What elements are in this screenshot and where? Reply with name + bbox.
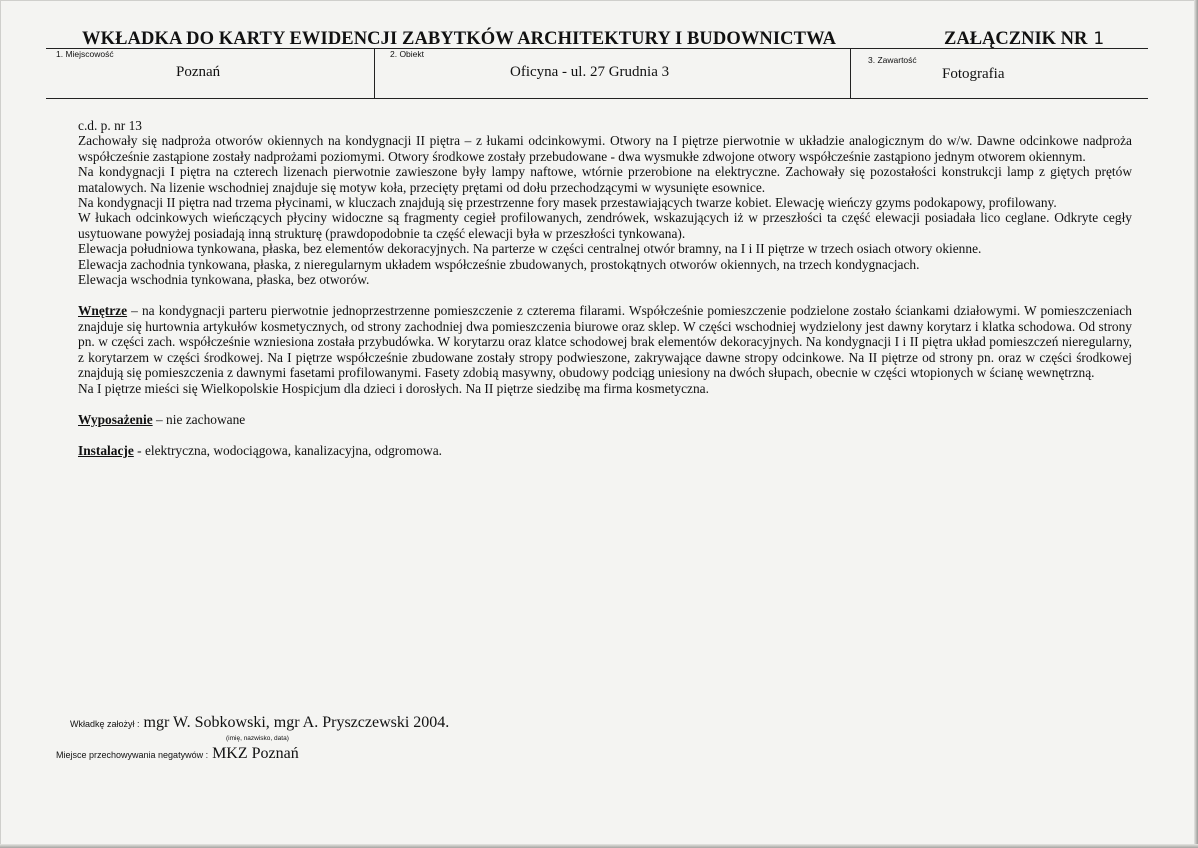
facade-paragraph: Zachowały się nadproża otworów okiennych na kondygnacji II piętra – z łukami odcinkowymi. Otwory na I piętrze pierwotnie w układzie analogicznym do w/w. Dawne odcinkowe nadproża współcześnie zastąpione zostały nadprożami poziomymi. Otwory środkowe zostały przebudowane - dwa wysmukłe zdwojone otwory współcześnie zastąpiono jednym otworem okiennym. xyxy=(78,133,1132,164)
field-divider-1 xyxy=(374,48,375,98)
equipment-text: – nie zachowane xyxy=(152,411,246,427)
locality-label: 1. Miejscowość xyxy=(56,49,114,59)
spacer xyxy=(78,287,1132,303)
continuation-note: c.d. p. nr 13 xyxy=(78,118,142,133)
facade-paragraph: Elewacja zachodnia tynkowana, płaska, z nieregularnym układem współcześnie zbudowanych, prostokątnych otworów okiennych, na trzech kondygnacjach. xyxy=(78,256,920,272)
installations-section xyxy=(78,443,1132,458)
storage-row xyxy=(56,745,299,763)
content-label: 3. Zawartość xyxy=(868,55,917,65)
spacer xyxy=(78,396,1132,412)
interior-usage: Na I piętrze mieści się Wielkopolskie Hospicjum dla dzieci i dorosłych. Na II piętrze siedzibę ma firma kosmetyczna. xyxy=(78,380,709,396)
facade-paragraph: Elewacja wschodnia tynkowana, płaska, bez otworów. xyxy=(78,272,370,288)
object-value: Oficyna - ul. 27 Grudnia 3 xyxy=(510,64,670,80)
header-top-rule xyxy=(46,48,1148,49)
author-label: Wkładkę założył : xyxy=(70,719,140,729)
author-value: mgr W. Sobkowski, mgr A. Pryszczewski 2004. xyxy=(139,714,450,731)
installations-heading: Instalacje xyxy=(78,443,134,459)
document-title: WKŁADKA DO KARTY EWIDENCJI ZABYTKÓW ARCHITEKTURY I BUDOWNICTWA xyxy=(82,29,837,49)
object-label: 2. Obiekt xyxy=(390,49,425,59)
annex-label xyxy=(944,29,1104,50)
installations-text: - elektryczna, wodociągowa, kanalizacyjna, odgromowa. xyxy=(133,443,443,459)
author-hint: (imię, nazwisko, data) xyxy=(226,735,289,742)
scan-edge-right xyxy=(1194,0,1198,848)
equipment-section xyxy=(78,412,1132,427)
facade-paragraph: Na kondygnacji II piętra nad trzema płycinami, w kluczach znajdują się przestrzenne fory masek przestawiających twarze kobiet. Elewację wieńczy gzyms podokapowy, profilowany. xyxy=(78,195,1057,211)
content-value: Fotografia xyxy=(942,66,1005,82)
facade-paragraph: W łukach odcinkowych wieńczących płyciny widoczne są fragmenty cegieł profilowanych, zendrówek, wskazujących iż w przeszłości ta część elewacji posiadała lico ceglane. Odkryte cegły usytuowane powyżej posiadają inną strukturę (prawdopodobnie ta część elewacji była w przeszłości tynkowana). xyxy=(78,210,1132,241)
field-divider-2 xyxy=(850,48,851,98)
storage-value: MKZ Poznań xyxy=(208,745,299,762)
interior-text: – na kondygnacji parteru pierwotnie jednoprzestrzenne pomieszczenie z czterema filarami. Współcześnie pomieszczenie podzielone zostało ściankami działowymi. W pomieszczeniach znajduje się hurtownia artykułów kosmetycznych, od strony zachodniej dwa pomieszczenia biurowe oraz sklep. W części wschodniej wydzielony jest dawny korytarz i klatka schodowa. Od strony pn. w części zach. współcześnie wzniesiona została przybudówka. W korytarzu oraz klatce schodowej brak elementów dekoracyjnych. Na kondygnacji I i II piętra układ pomieszczeń nieregularny, z korytarzem w części środkowej. Na I piętrze współcześnie zbudowane zostały stropy podwieszone, zakrywające dawne stropy odcinkowe. Na II piętrze od strony pn. oraz w części środkowej znajdują się pomieszczenia z dawnymi fasetami profilowanymi. Fasety zdobią masywny, obudowy podciąg uniesiony na dwóch słupach, obecnie w części wtopionych w ścianę wewnętrzną. xyxy=(78,303,1132,381)
facade-paragraph: Na kondygnacji I piętra na czterech lizenach pierwotnie zawieszone były lampy naftowe, wtórnie przerobione na elektryczne. Zachowały się pozostałości konstrukcji lamp z giętych prętów matalowych. Na lizenie wschodniej znajduje się motyw koła, przecięty prętami od dołu przechodzącymi w wysunięte esownice. xyxy=(78,164,1132,195)
spacer xyxy=(78,427,1132,443)
annex-number: 1 xyxy=(1093,29,1105,49)
equipment-heading: Wyposażenie xyxy=(78,411,153,427)
annex-label-text: ZAŁĄCZNIK NR xyxy=(944,29,1088,49)
author-row xyxy=(70,714,449,732)
interior-heading: Wnętrze xyxy=(78,303,128,319)
scan-edge-bottom xyxy=(0,844,1198,848)
locality-value: Poznań xyxy=(176,64,221,80)
header-bottom-rule xyxy=(46,98,1148,99)
interior-section xyxy=(78,303,1132,380)
storage-label: Miejsce przechowywania negatywów : xyxy=(56,750,209,760)
document-body xyxy=(78,118,1132,459)
facade-paragraph: Elewacja południowa tynkowana, płaska, bez elementów dekoracyjnych. Na parterze w części centralnej otwór bramny, na I i II piętrze w trzech osiach otwory okienne. xyxy=(78,241,982,257)
